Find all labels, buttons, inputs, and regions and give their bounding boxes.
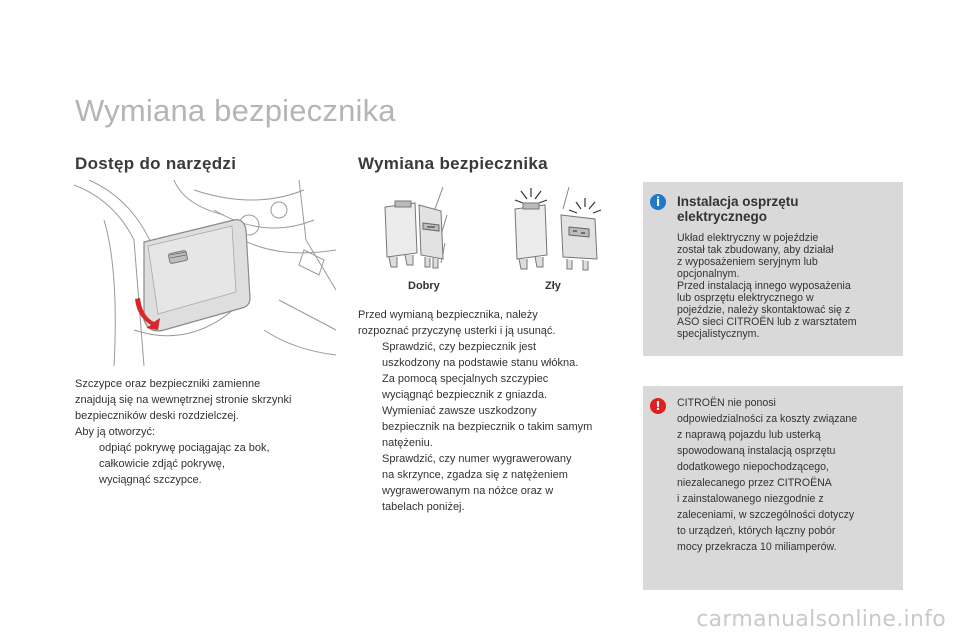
- warning-box-line: CITROËN nie ponosi: [677, 397, 776, 409]
- warning-box-line: zaleceniami, w szczególności dotyczy: [677, 509, 855, 521]
- tools-access-text: [75, 376, 335, 488]
- dashboard-fusebox-illustration: [74, 180, 336, 366]
- info-box-line: został tak zbudowany, aby działał: [677, 244, 834, 256]
- warning-box-line: odpowiedzialności za koszty związane: [677, 413, 858, 425]
- warning-box-liability: [643, 386, 903, 590]
- fuse-bad-illustration: [505, 185, 605, 275]
- fuse-intro-line: rozpoznać przyczynę usterki i ją usunąć.: [358, 325, 556, 337]
- info-icon: i: [650, 194, 666, 210]
- info-box-electrical-installation: [643, 182, 903, 356]
- fuse-intro-line: Przed wymianą bezpiecznika, należy: [358, 309, 538, 321]
- tools-intro-line: znajdują się na wewnętrznej stronie skrzynki: [75, 394, 292, 406]
- fuse-replacement-heading: Wymiana bezpiecznika: [358, 154, 548, 173]
- info-box-line: lub osprzętu elektrycznego w: [677, 292, 814, 304]
- fuse-good-illustration: [375, 185, 470, 275]
- warning-box-line: spowodowaną instalacją osprzętu: [677, 445, 836, 457]
- fuse-steps-list: [358, 339, 628, 515]
- info-box-line: opcjonalnym.: [677, 268, 740, 280]
- warning-box-line: i zainstalowanego niezgodnie z: [677, 493, 824, 505]
- info-box-line: z wyposażeniem seryjnym lub: [677, 256, 818, 268]
- page-title: Wymiana bezpiecznika: [75, 93, 396, 128]
- fuse-bad-label: Zły: [545, 280, 561, 292]
- list-item: Sprawdzić, czy numer wygrawerowany na skrzynce, zgadza się z natężeniem wygrawerowanym na nóżce oraz w tabelach poniżej.: [382, 453, 572, 513]
- fuse-replacement-text: [358, 307, 628, 515]
- warning-box-line: z naprawą pojazdu lub usterką: [677, 429, 821, 441]
- list-item: Za pomocą specjalnych szczypiec wyciągnąć bezpiecznik z gniazda.: [382, 373, 549, 401]
- warning-icon: !: [650, 398, 666, 414]
- info-box-line: Układ elektryczny w pojeździe: [677, 232, 819, 244]
- list-item: Wymieniać zawsze uszkodzony bezpiecznik na bezpiecznik o takim samym natężeniu.: [382, 405, 593, 449]
- list-item: całkowicie zdjąć pokrywę,: [99, 458, 225, 470]
- tools-intro-line: bezpieczników deski rozdzielczej.: [75, 410, 239, 422]
- list-item: odpiąć pokrywę pociągając za bok,: [99, 442, 270, 454]
- watermark: carmanualsonline.info: [696, 607, 946, 632]
- list-item: Sprawdzić, czy bezpiecznik jest uszkodzony na podstawie stanu włókna.: [382, 341, 579, 369]
- list-item: wyciągnąć szczypce.: [99, 474, 202, 486]
- warning-box-line: mocy przekracza 10 miliamperów.: [677, 541, 837, 553]
- info-box-line: pojeździe, należy skontaktować się z: [677, 304, 851, 316]
- tools-intro-line: Szczypce oraz bezpieczniki zamienne: [75, 378, 261, 390]
- warning-box-line: to urządzeń, których łączny pobór: [677, 525, 836, 537]
- tools-intro-line: Aby ją otworzyć:: [75, 426, 156, 438]
- info-box-line: specjalistycznym.: [677, 328, 760, 340]
- warning-box-line: niezalecanego przez CITROËNA: [677, 477, 832, 489]
- info-box-line: ASO sieci CITROËN lub z warsztatem: [677, 316, 857, 328]
- warning-box-line: dodatkowego niepochodzącego,: [677, 461, 829, 473]
- info-box-title: Instalacja osprzętu elektrycznego: [677, 194, 799, 224]
- fuse-good-label: Dobry: [408, 280, 440, 292]
- tools-steps-list: [75, 440, 335, 488]
- info-box-line: Przed instalacją innego wyposażenia: [677, 280, 851, 292]
- tools-access-heading: Dostęp do narzędzi: [75, 154, 237, 173]
